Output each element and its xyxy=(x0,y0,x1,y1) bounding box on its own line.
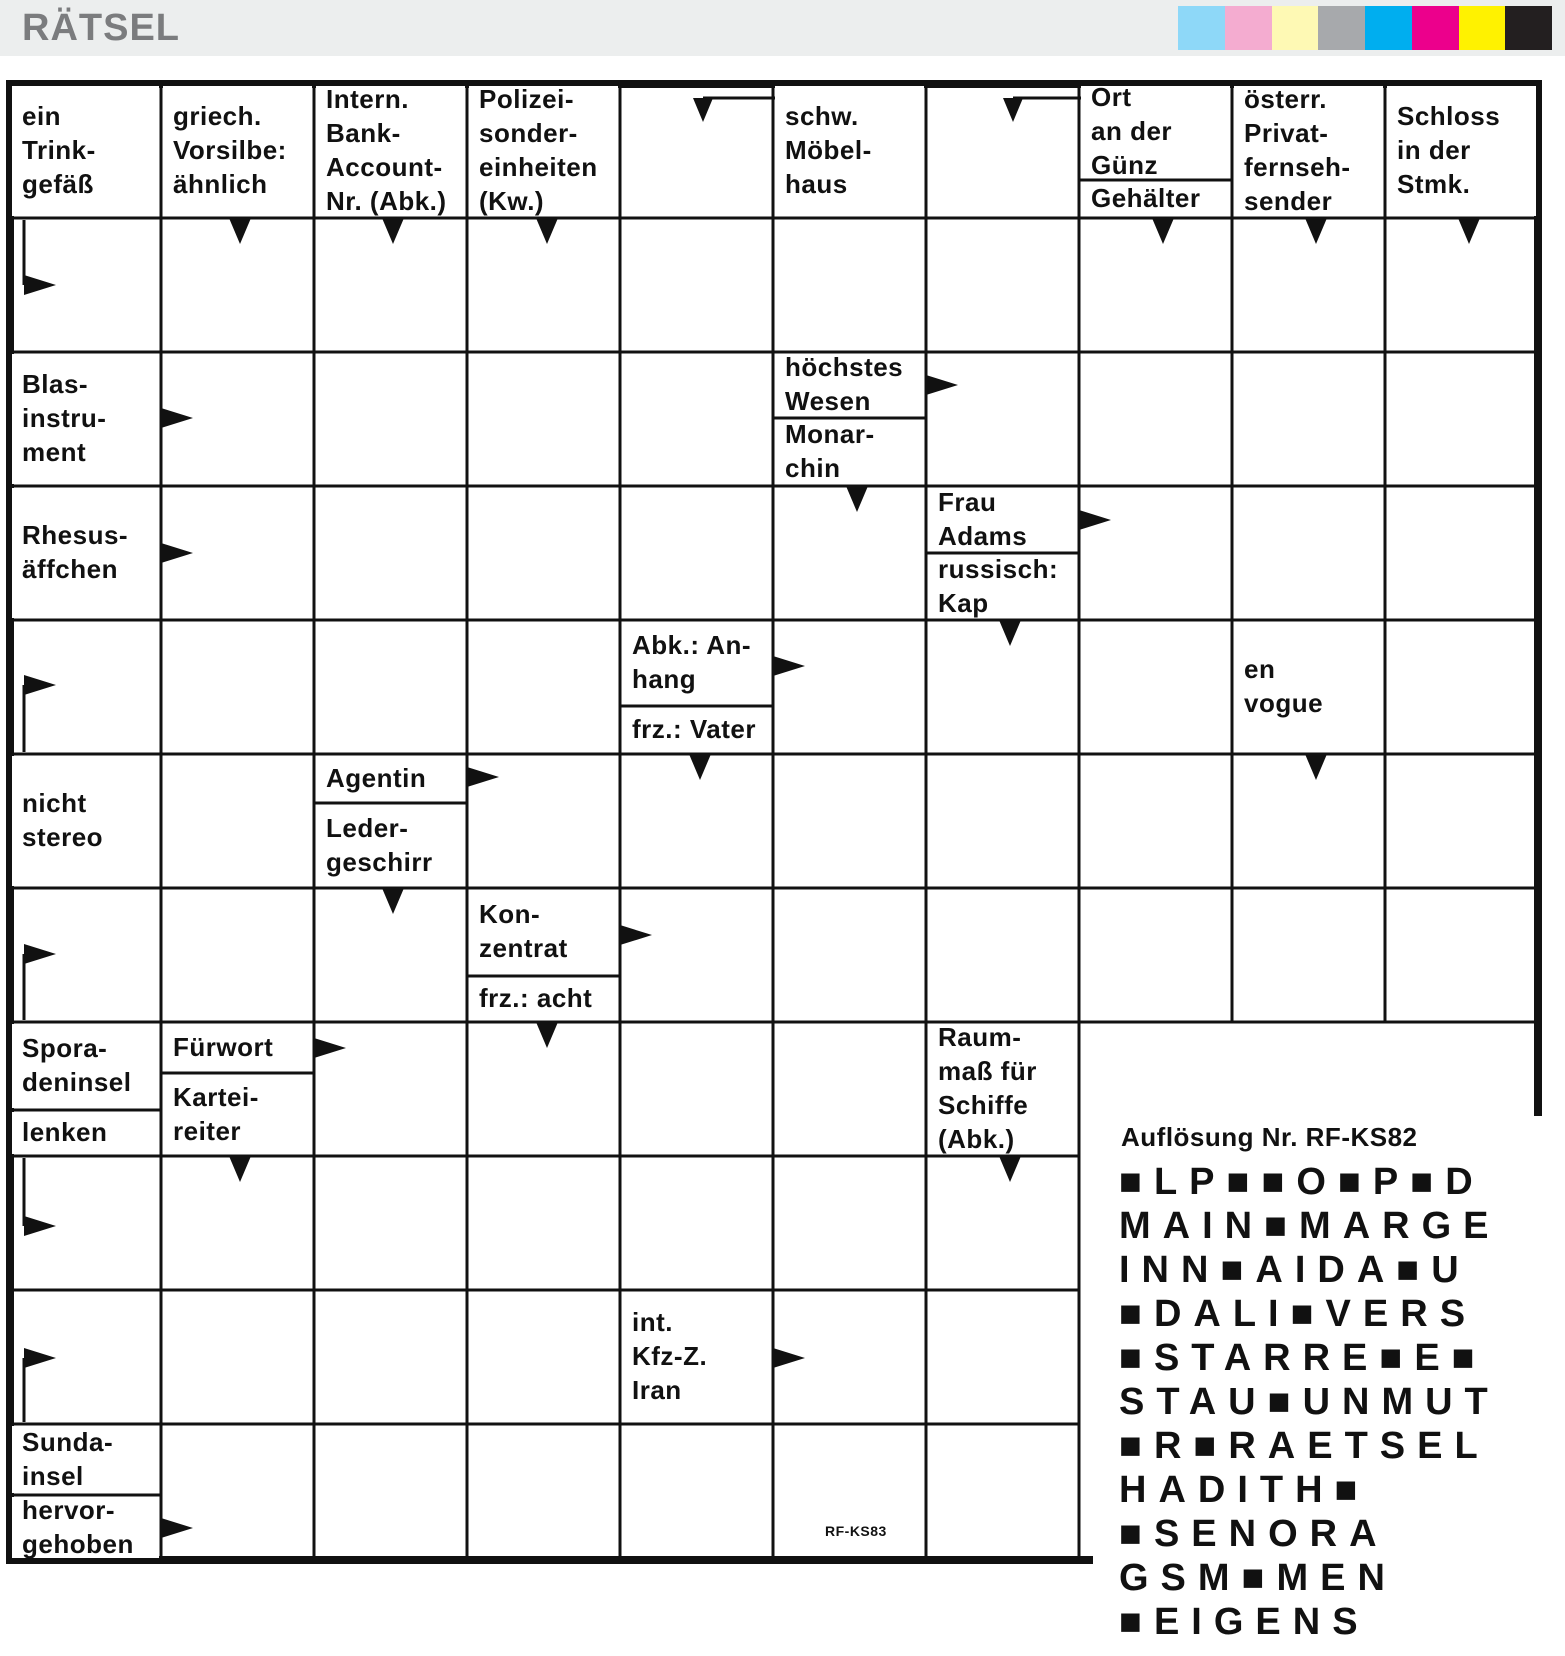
clue-hervorgehoben xyxy=(12,1497,159,1558)
clue-blasinstrument xyxy=(12,354,159,484)
clue-text: frz.: acht xyxy=(479,983,593,1014)
solution-row: ■DALI■VERS xyxy=(1119,1293,1478,1335)
clue-text: Abk.: An- hang xyxy=(632,630,752,694)
arrow-down-icon xyxy=(846,486,868,512)
solution-title: Auflösung Nr. RF-KS82 xyxy=(1121,1122,1418,1152)
arrow-down-icon xyxy=(382,888,404,914)
clue-ledergeschirr xyxy=(316,805,465,886)
color-swatch xyxy=(1272,6,1319,50)
color-swatch xyxy=(1505,6,1552,50)
header-bar xyxy=(0,0,1565,56)
color-calibration-bar xyxy=(1178,6,1552,50)
arrow-right-icon xyxy=(24,1348,56,1368)
arrow-right-icon xyxy=(926,375,958,395)
solution-row: INN■AIDA■U xyxy=(1119,1249,1471,1291)
arrow-down-icon xyxy=(1458,218,1480,244)
arrow-down-icon xyxy=(1305,754,1327,780)
arrow-right-icon xyxy=(161,1518,193,1538)
clue-text: Sunda- insel xyxy=(22,1426,114,1491)
arrow-down-icon xyxy=(999,620,1021,646)
arrow-right-icon xyxy=(24,944,56,964)
clue-sundainsel xyxy=(12,1426,159,1493)
clue-text: Monar- chin xyxy=(785,420,875,483)
clue-text: Fürwort xyxy=(173,1031,274,1062)
arrow-right-icon xyxy=(467,767,499,787)
clue-konzentrat xyxy=(469,890,618,974)
clue-sporadeninsel xyxy=(12,1024,159,1108)
clue-en-vogue xyxy=(1234,622,1383,752)
clue-text: frz.: Vater xyxy=(632,714,756,745)
arrow-down-icon xyxy=(536,1022,558,1048)
arrow-right-icon xyxy=(314,1038,346,1058)
solution-row: ■STARRE■E■ xyxy=(1119,1337,1487,1379)
clue-frz-acht xyxy=(469,978,618,1020)
color-swatch xyxy=(1412,6,1459,50)
clue-text: Schloss in der Stmk. xyxy=(1397,101,1501,199)
clue-text: Blas- instru- ment xyxy=(22,369,107,467)
solution-row: ■LP■■O■P■D xyxy=(1119,1161,1485,1203)
clue-abk-anhang xyxy=(622,622,771,704)
arrow-down-icon xyxy=(689,754,711,780)
solution-row: HADITH■ xyxy=(1119,1469,1370,1511)
clue-text: lenken xyxy=(22,1117,108,1148)
arrow-down-icon xyxy=(229,1156,251,1182)
arrow-down-icon xyxy=(693,98,713,122)
arrow-right-icon xyxy=(773,1348,805,1368)
arrow-right-icon xyxy=(620,925,652,945)
clue-ort-an-der-guenz xyxy=(1081,86,1230,178)
page-title: RÄTSEL xyxy=(22,7,180,49)
clue-griech-vorsilbe xyxy=(163,86,312,216)
color-swatch xyxy=(1365,6,1412,50)
clue-text: Leder- geschirr xyxy=(326,812,433,877)
clue-fuerwort xyxy=(163,1024,312,1071)
clue-kfz-iran xyxy=(622,1292,771,1422)
clue-karteireiter xyxy=(163,1075,312,1154)
color-swatch xyxy=(1225,6,1272,50)
solution-row: GSM■MEN xyxy=(1119,1557,1397,1599)
clue-text: ein Trink- gefäß xyxy=(22,101,96,199)
clue-text: Agentin xyxy=(326,762,427,793)
clue-text: Ort an der Günz xyxy=(1091,86,1173,178)
solution-row: ■EIGENS xyxy=(1119,1601,1370,1643)
clue-text: en vogue xyxy=(1244,654,1324,718)
arrow-down-icon xyxy=(536,218,558,244)
arrow-right-icon xyxy=(773,656,805,676)
clue-lenken xyxy=(12,1112,159,1154)
arrow-right-icon xyxy=(161,408,193,428)
clue-text: höchstes Wesen xyxy=(785,354,904,416)
clue-text: int. Kfz-Z. Iran xyxy=(632,1307,708,1405)
clue-text: Kon- zentrat xyxy=(479,899,568,963)
clue-rhesusaeffchen xyxy=(12,488,159,618)
arrow-right-icon xyxy=(24,275,56,295)
clue-ein-trinkgefaess xyxy=(12,86,159,216)
arrow-down-icon xyxy=(1305,218,1327,244)
arrow-right-icon xyxy=(24,675,56,695)
arrow-down-icon xyxy=(382,218,404,244)
solution-row: STAU■UNMUT xyxy=(1119,1381,1500,1423)
clue-nicht-stereo xyxy=(12,756,159,886)
color-swatch xyxy=(1178,6,1225,50)
solution-row: MAIN■MARGE xyxy=(1119,1205,1501,1247)
arrow-right-icon xyxy=(24,1216,56,1236)
clue-text: Raum- maß für Schiffe (Abk.) xyxy=(938,1024,1037,1154)
clue-text: Intern. Bank- Account- Nr. (Abk.) xyxy=(326,86,447,216)
clue-schloss-stmk xyxy=(1387,86,1536,216)
clue-polizeisondereinheit xyxy=(469,86,618,216)
arrow-right-icon xyxy=(161,543,193,563)
clue-text: Gehälter xyxy=(1091,183,1201,214)
clue-iban xyxy=(316,86,465,216)
clue-russisch-kap xyxy=(928,555,1077,618)
clue-raummass-schiffe xyxy=(928,1024,1077,1154)
clue-frz-vater xyxy=(622,708,771,752)
clue-text: schw. Möbel- haus xyxy=(785,101,872,199)
solution-panel xyxy=(1093,1116,1551,1656)
arrow-down-icon xyxy=(1152,218,1174,244)
clue-agentin xyxy=(316,756,465,801)
clue-text: nicht stereo xyxy=(22,788,104,852)
clue-hoechstes-wesen xyxy=(775,354,924,416)
clue-text: Kartei- reiter xyxy=(173,1081,259,1146)
clue-text: russisch: Kap xyxy=(938,555,1059,618)
clue-text: Rhesus- äffchen xyxy=(22,520,129,584)
clue-text: Frau Adams xyxy=(938,488,1028,551)
clue-text: griech. Vorsilbe: ähnlich xyxy=(173,101,287,199)
color-swatch xyxy=(1459,6,1506,50)
crossword-board xyxy=(0,76,1560,1643)
clue-gehaelter xyxy=(1081,182,1230,216)
arrow-down-icon xyxy=(999,1156,1021,1182)
clue-text: hervor- gehoben xyxy=(22,1497,134,1558)
clue-oesterr-privatsender xyxy=(1234,86,1383,216)
solution-row: ■R■RAETSEL xyxy=(1119,1425,1490,1467)
arrow-down-icon xyxy=(229,218,251,244)
arrow-down-icon xyxy=(1003,98,1023,122)
puzzle-code: RF-KS83 xyxy=(825,1523,887,1539)
color-swatch xyxy=(1318,6,1365,50)
clue-frau-adams xyxy=(928,488,1077,551)
clue-text: österr. Privat- fernseh- sender xyxy=(1244,86,1351,216)
solution-row: ■SENORA xyxy=(1119,1513,1389,1555)
arrow-right-icon xyxy=(1079,510,1111,530)
clue-monarchin xyxy=(775,420,924,484)
clue-text: Polizei- sonder- einheiten (Kw.) xyxy=(479,86,598,216)
clue-text: Spora- deninsel xyxy=(22,1033,132,1097)
clue-schw-moebelhaus xyxy=(775,86,924,216)
